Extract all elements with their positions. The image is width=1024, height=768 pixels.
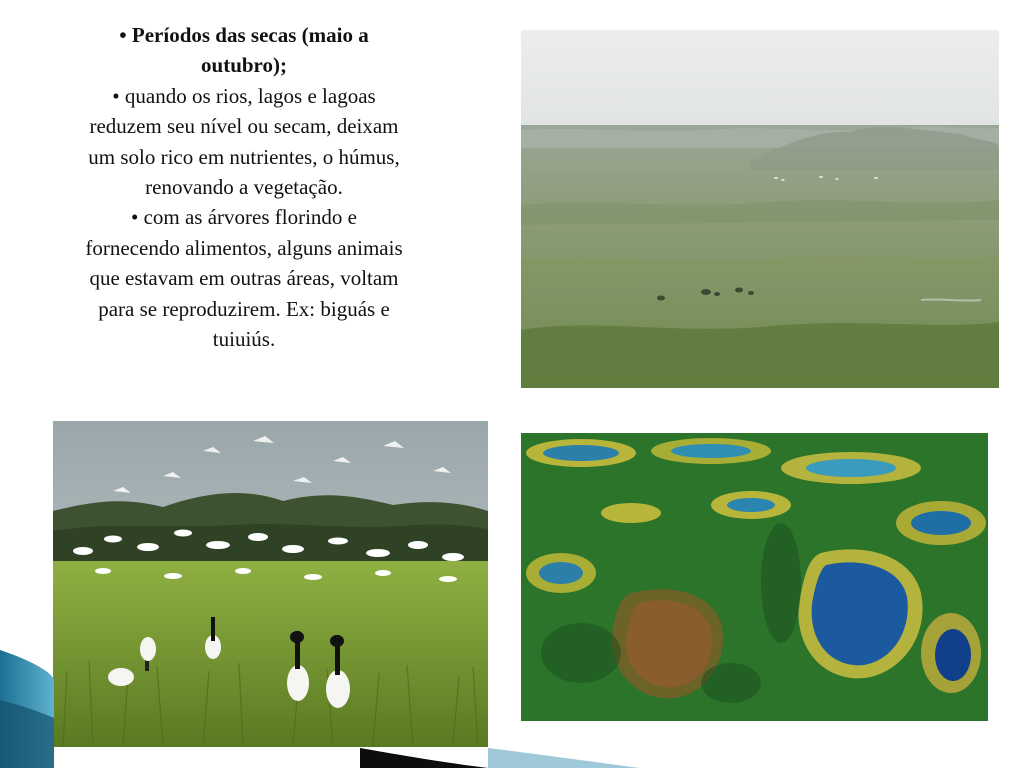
- bullet-item-3: [84, 202, 404, 354]
- bullet-marker: •: [119, 23, 127, 47]
- text-block: [84, 20, 404, 354]
- aerial-ponds-photo: [521, 433, 988, 721]
- bullet-item-1: [84, 20, 404, 81]
- bullet-text-rivers: quando os rios, lagos e lagoas reduzem seu nível ou secam, deixam um solo rico em nutrientes, o húmus, renovando a vegetação.: [88, 83, 400, 200]
- bullet-item-2: [84, 81, 404, 203]
- bullet-marker: •: [112, 83, 120, 108]
- bullet-marker: •: [130, 205, 139, 230]
- bullet-text-dry-period: Períodos das secas (maio a outubro);: [131, 23, 369, 78]
- wetland-birds-photo: [53, 421, 488, 747]
- floodplain-photo: [521, 30, 999, 388]
- bullet-text-trees: com as árvores florindo e fornecendo alimentos, alguns animais que estavam em outras áreas, voltam para se reproduzirem. Ex: biguás e tuiuiús.: [85, 205, 403, 352]
